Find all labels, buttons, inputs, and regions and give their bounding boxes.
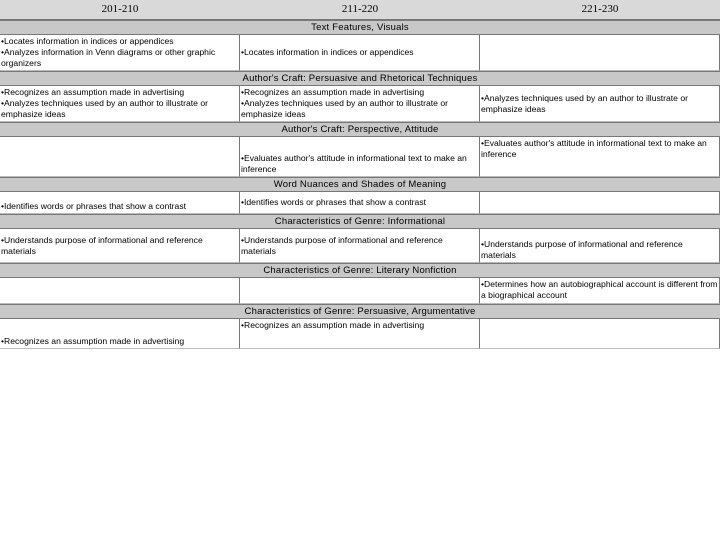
table-cell (240, 137, 480, 177)
skill-item: •Analyzes techniques used by an author to illustrate or emphasize ideas (481, 92, 688, 114)
table-cell (0, 192, 240, 214)
table-cell (0, 35, 240, 71)
table-cell (240, 319, 480, 349)
column-header: 221-230 (581, 3, 619, 15)
skill-item: •Recognizes an assumption made in advertising (241, 87, 425, 97)
skill-item: •Identifies words or phrases that show a contrast (241, 197, 427, 207)
skill-item: •Locates information in indices or appendices (1, 36, 174, 46)
table-row (0, 192, 720, 214)
skill-item: •Understands purpose of informational and reference materials (1, 234, 203, 256)
section-title: Characteristics of Genre: Informational (0, 214, 720, 229)
table-cell (480, 319, 720, 349)
table-cell (240, 192, 480, 214)
skill-item: •Understands purpose of informational and reference materials (481, 239, 683, 260)
table-row (0, 137, 720, 177)
table-cell (0, 86, 240, 122)
section-title: Characteristics of Genre: Literary Nonfiction (0, 263, 720, 278)
skill-item: •Recognizes an assumption made in advertising (1, 87, 185, 97)
table-cell (240, 86, 480, 122)
table-cell (480, 229, 720, 263)
section-title: Word Nuances and Shades of Meaning (0, 177, 720, 192)
table-cell (240, 278, 480, 304)
table-cell (0, 278, 240, 304)
section-title: Characteristics of Genre: Persuasive, Argumentative (0, 304, 720, 319)
skill-item: •Locates information in indices or appendices (241, 47, 414, 57)
table-body (0, 20, 720, 349)
skill-item: •Recognizes an assumption made in advertising (1, 336, 185, 346)
column-header-row (0, 0, 720, 20)
table-cell (480, 86, 720, 122)
section-title: Text Features, Visuals (0, 20, 720, 35)
table-row (0, 35, 720, 71)
table-cell (0, 319, 240, 349)
table-cell (0, 229, 240, 263)
skill-item: •Evaluates author's attitude in informational text to make an inference (241, 153, 467, 174)
table-row (0, 229, 720, 263)
table-cell (0, 137, 240, 177)
skill-item: •Analyzes information in Venn diagrams or other graphic organizers (1, 47, 216, 68)
table-cell (480, 278, 720, 304)
table-cell (240, 229, 480, 263)
skill-item: •Identifies words or phrases that show a contrast (1, 201, 187, 211)
skill-item: •Determines how an autobiographical account is different from a biographical account (481, 279, 718, 300)
skill-item: •Analyzes techniques used by an author to illustrate or emphasize ideas (1, 98, 208, 119)
table-cell (240, 35, 480, 71)
table-cell (480, 137, 720, 177)
column-header: 201-210 (101, 3, 139, 15)
table-cell (480, 192, 720, 214)
table-row (0, 278, 720, 304)
table-row (0, 86, 720, 122)
column-header: 211-220 (341, 3, 379, 15)
skill-item: •Understands purpose of informational and reference materials (241, 234, 443, 256)
section-title: Author's Craft: Perspective, Attitude (0, 122, 720, 137)
skill-item: •Evaluates author's attitude in informational text to make an inference (481, 138, 707, 159)
table-cell (480, 35, 720, 71)
skill-item: •Recognizes an assumption made in advertising (241, 320, 425, 330)
section-title: Author's Craft: Persuasive and Rhetorical Techniques (0, 71, 720, 86)
skill-item: •Analyzes techniques used by an author to illustrate or emphasize ideas (241, 98, 448, 119)
table-row (0, 319, 720, 349)
